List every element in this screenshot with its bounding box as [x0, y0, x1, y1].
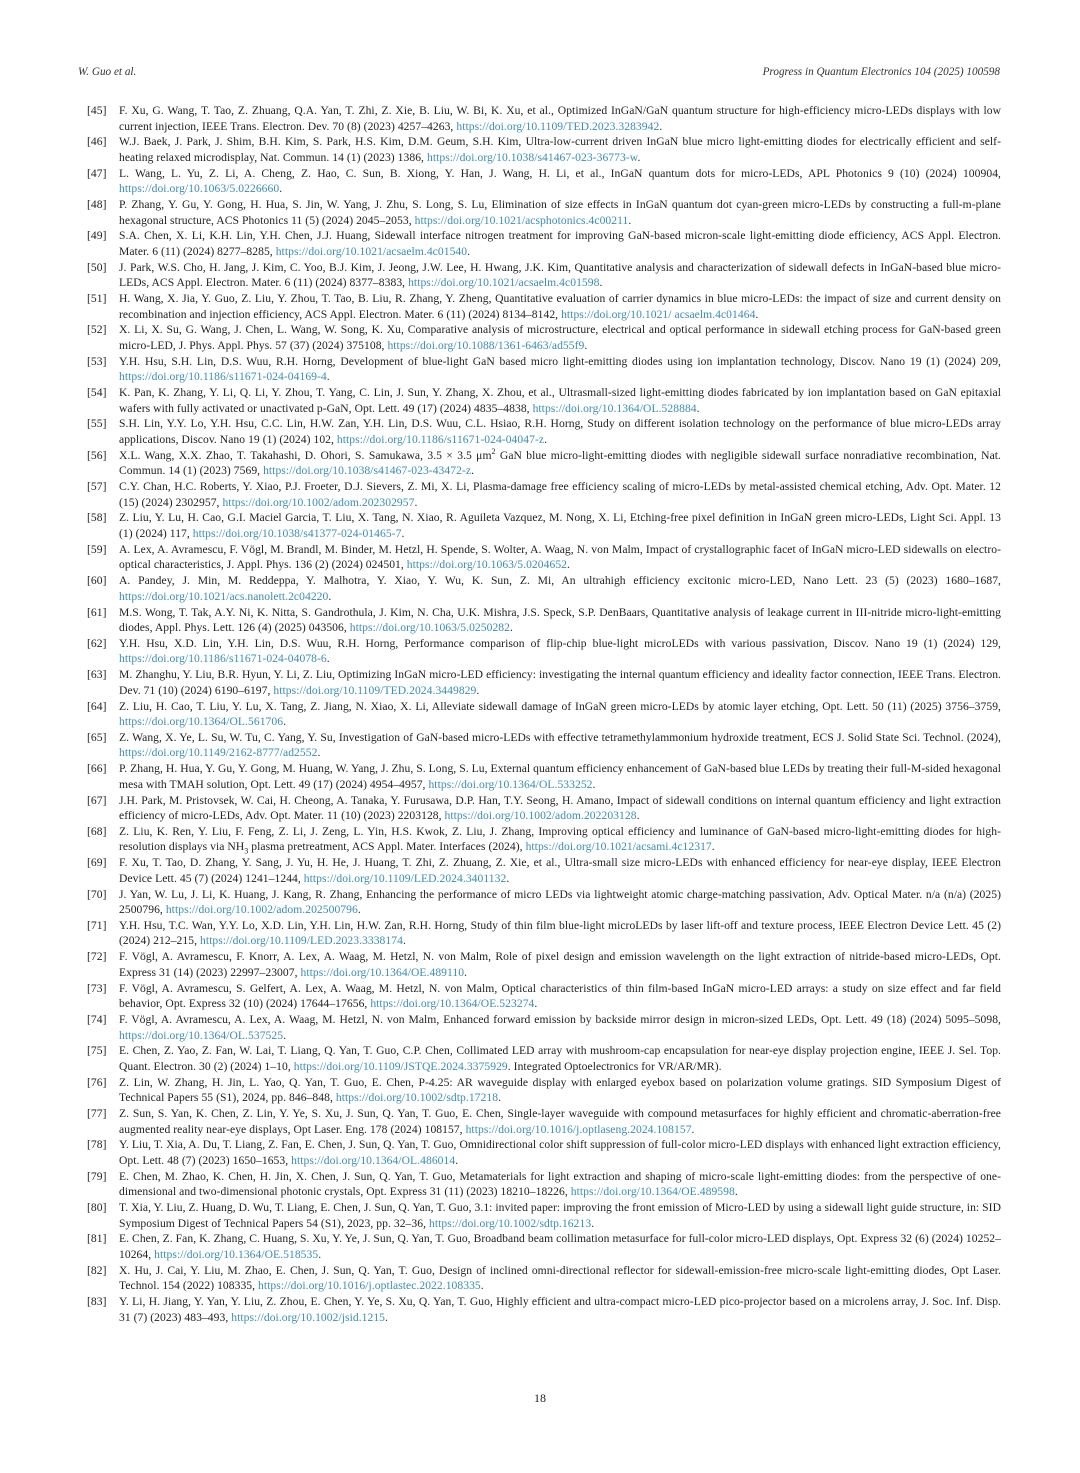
- reference-number: [51]: [87, 292, 107, 306]
- doi-link[interactable]: https://doi.org/10.1038/s41377-024-01465-7: [192, 527, 402, 541]
- reference-item: [87, 1106, 1001, 1137]
- reference-trailing: .: [498, 1091, 502, 1105]
- doi-link[interactable]: https://doi.org/10.1002/jsid.1215: [231, 1310, 386, 1324]
- reference-number: [73]: [87, 981, 107, 995]
- reference-text: S.A. Chen, X. Li, K.H. Lin, Y.H. Chen, J.J. Huang, Sidewall interface nitrogen treatment for improving GaN-based micron-scale light-emitting diode efficiency, ACS Appl. Electron. Mater. 6 (11) (2024) 8277–8285,: [119, 229, 1001, 258]
- reference-trailing: .: [317, 746, 321, 760]
- reference-trailing: .: [628, 213, 632, 227]
- reference-trailing: .: [636, 809, 640, 823]
- doi-link[interactable]: https://doi.org/10.1364/OL.528884: [532, 401, 697, 415]
- subscript: 3: [244, 846, 249, 856]
- doi-link[interactable]: https://doi.org/10.1364/OL.486014: [291, 1153, 456, 1167]
- reference-number: [58]: [87, 511, 107, 525]
- reference-text: J. Yan, W. Lu, J. Li, K. Huang, J. Kang, R. Zhang, Enhancing the performance of micro LEDs via lightweight atomic charge-matching passivation, Adv. Optical Mater. n/a (n/a) (2025) 2500796,: [119, 887, 1001, 917]
- reference-item: [87, 448, 1001, 479]
- reference-text: F. Vögl, A. Avramescu, F. Knorr, A. Lex, A. Waag, M. Hetzl, N. von Malm, Role of pixel design and emission wavelength on the light extraction of nitride-based micro-LEDs, Opt. Express 31 (14) (2023) 22997–23007,: [119, 950, 1001, 979]
- reference-trailing: .: [402, 934, 406, 948]
- reference-trailing: .: [414, 495, 418, 509]
- doi-link[interactable]: https://doi.org/10.1364/OE.518535: [154, 1247, 319, 1261]
- reference-trailing: .: [637, 150, 641, 164]
- reference-item: [87, 197, 1001, 228]
- reference-text: Y.H. Hsu, X.D. Lin, Y.H. Lin, D.S. Wuu, R.H. Horng, Performance comparison of flip-chip blue-light microLEDs with various passivation, Discov. Nano 19 (1) (2024) 129,: [119, 636, 1001, 650]
- reference-text: L. Wang, L. Yu, Z. Li, A. Cheng, Z. Hao, C. Sun, B. Xiong, Y. Han, J. Wang, H. Li, et al., InGaN quantum dots for micro-LEDs, APL Photonics 9 (10) (2024) 100904,: [119, 166, 1001, 180]
- reference-trailing: .: [591, 1216, 595, 1230]
- reference-text: A. Lex, A. Avramescu, F. Vögl, M. Brandl, M. Binder, M. Hetzl, H. Spende, S. Wolter, A. Waag, N. von Malm, Impact of crystallographic facet of InGaN micro-LED sidewalls on electro-optical characteristics, J. Appl. Phys. 136 (2) (2024) 024501,: [119, 542, 1001, 572]
- reference-item: [87, 354, 1001, 385]
- reference-item: [87, 228, 1001, 259]
- reference-number: [69]: [87, 856, 107, 870]
- reference-text: E. Chen, Z. Fan, K. Zhang, C. Huang, S. Xu, Y. Ye, J. Sun, Q. Yan, T. Guo, Broadband beam collimation metasurface for full-color micro-LED displays, Opt. Express 32 (6) (2024) 10252–10264,: [119, 1232, 1001, 1261]
- doi-link[interactable]: https://doi.org/10.1364/OE.489110: [300, 965, 465, 979]
- reference-text: Y. Liu, T. Xia, A. Du, T. Liang, Z. Fan, E. Chen, J. Sun, Q. Yan, T. Guo, Omnidirectional color shift suppression of full-color micro-LED displays with enhanced light extraction efficiency, Opt. Lett. 48 (7) (2023) 1650–1653,: [119, 1138, 1001, 1167]
- reference-text-cont: GaN blue micro-light-emitting diodes with negligible sidewall surface nonradiative recombination, Nat. Commun. 14 (1) (2023) 7569,: [119, 448, 1001, 478]
- reference-item: [87, 1231, 1001, 1262]
- reference-number: [57]: [87, 480, 107, 494]
- doi-link[interactable]: https://doi.org/10.1002/adom.202302957: [222, 495, 415, 509]
- reference-text: T. Xia, Y. Liu, Z. Huang, D. Wu, T. Liang, E. Chen, J. Sun, Q. Yan, T. Guo, 3.1: invited paper: improving the front emission of Micro-LED by using a sidewall light guide structure, in: SID Symposium Digest of Technical Papers 54 (S1), 2023, pp. 32–36,: [119, 1201, 1001, 1230]
- header-authors: W. Guo et al.: [78, 66, 137, 78]
- reference-text: Z. Liu, Y. Lu, H. Cao, G.I. Maciel Garcia, T. Liu, X. Tang, N. Xiao, R. Aguileta Vazquez, M. Nong, X. Li, Etching-free pixel definition in InGaN green micro-LEDs, Light Sci. Appl. 13 (1) (2024) 117,: [119, 511, 1001, 541]
- reference-number: [45]: [87, 104, 107, 117]
- doi-link[interactable]: https://doi.org/10.1016/j.optlastec.2022.108335: [258, 1279, 481, 1293]
- reference-number: [66]: [87, 762, 107, 776]
- reference-text: Y.H. Hsu, S.H. Lin, D.S. Wuu, R.H. Horng, Development of blue-light GaN based micro light-emitting diodes using ion implantation technology, Discov. Nano 19 (1) (2024) 209,: [119, 354, 1001, 368]
- reference-trailing: .: [599, 276, 603, 290]
- doi-link[interactable]: https://doi.org/10.1149/2162-8777/ad2552: [119, 746, 318, 760]
- reference-number: [50]: [87, 260, 107, 274]
- reference-item: [87, 793, 1001, 824]
- reference-number: [82]: [87, 1263, 107, 1277]
- doi-link[interactable]: https://doi.org/10.1063/5.0250282: [349, 621, 510, 635]
- reference-trailing: .: [755, 307, 759, 321]
- reference-trailing: .: [696, 401, 700, 415]
- reference-number: [80]: [87, 1201, 107, 1215]
- reference-number: [62]: [87, 636, 107, 650]
- reference-trailing: .: [476, 683, 480, 697]
- reference-trailing: .: [567, 558, 570, 572]
- doi-link[interactable]: https://doi.org/10.1063/5.0204652: [406, 558, 568, 572]
- reference-number: [47]: [87, 166, 107, 180]
- header-journal: Progress in Quantum Electronics 104 (2025) 100598: [762, 66, 1000, 78]
- reference-trailing: .: [283, 715, 287, 729]
- reference-text: J.H. Park, M. Pristovsek, W. Cai, H. Cheong, A. Tanaka, Y. Furusawa, D.P. Han, T.Y. Seong, H. Amano, Impact of sidewall conditions on internal quantum efficiency and light extraction efficiency of micro-LEDs, Adv. Opt. Mater. 11 (10) (2023) 2203128,: [119, 793, 1001, 823]
- reference-item: [87, 479, 1001, 510]
- reference-number: [72]: [87, 950, 107, 964]
- reference-trailing: .: [471, 464, 475, 478]
- doi-link[interactable]: https://doi.org/10.1002/adom.202203128: [444, 809, 637, 823]
- doi-link[interactable]: https://doi.org/10.1364/OL.533252: [428, 777, 593, 791]
- reference-text: F. Vögl, A. Avramescu, A. Lex, A. Waag, M. Hetzl, N. von Malm, Enhanced forward emission by backside mirror design in micron-sized LEDs, Opt. Lett. 49 (18) (2024) 5095–5098,: [119, 1012, 1001, 1026]
- doi-link[interactable]: https://doi.org/10.1088/1361-6463/ad55f9: [387, 338, 585, 352]
- reference-item: [87, 1012, 1001, 1043]
- reference-item: [87, 761, 1001, 792]
- doi-link[interactable]: https://doi.org/10.1038/s41467-023-43472-z: [263, 464, 472, 478]
- reference-text: A. Pandey, J. Min, M. Reddeppa, Y. Malhotra, Y. Xiao, Y. Wu, K. Sun, Z. Mi, An ultrahigh efficiency excitonic micro-LED, Nano Lett. 23 (5) (2023) 1680–1687,: [119, 574, 1001, 588]
- reference-number: [56]: [87, 448, 107, 462]
- reference-number: [53]: [87, 354, 107, 368]
- reference-trailing: .: [385, 1310, 388, 1324]
- doi-link[interactable]: https://doi.org/10.1109/LED.2024.3401132: [303, 871, 507, 885]
- reference-text: C.Y. Chan, H.C. Roberts, Y. Xiao, P.J. Froeter, D.J. Sievers, Z. Mi, X. Li, Plasma-damage free efficiency scaling of micro-LEDs by metal-assisted chemical etching, Adv. Opt. Mater. 12 (15) (2024) 2302957,: [119, 480, 1001, 509]
- doi-link[interactable]: https://doi.org/10.1002/sdtp.17218: [335, 1091, 499, 1105]
- reference-number: [68]: [87, 824, 107, 838]
- reference-trailing: .: [534, 997, 538, 1011]
- doi-link[interactable]: https://doi.org/10.1002/adom.202500796: [165, 903, 358, 917]
- reference-trailing: .: [510, 621, 513, 635]
- reference-trailing: .: [467, 244, 471, 258]
- reference-item: [87, 573, 1001, 604]
- reference-item: [87, 103, 1001, 134]
- doi-link[interactable]: https://doi.org/10.1063/5.0226660: [119, 182, 280, 196]
- reference-text: P. Zhang, Y. Gu, Y. Gong, H. Hua, S. Jin, W. Yang, J. Zhu, S. Long, S. Lu, Elimination of size effects in InGaN quantum dot cyan-green micro-LEDs by constructing a full-m-plane hexagonal structure, ACS Photonics 11 (5) (2024) 2045–2053,: [119, 198, 1001, 227]
- reference-item: [87, 260, 1001, 291]
- reference-trailing: .: [691, 1122, 695, 1136]
- reference-text-cont: plasma pretreatment, ACS Appl. Mater. Interfaces (2024),: [248, 840, 526, 854]
- reference-number: [74]: [87, 1012, 107, 1026]
- doi-link[interactable]: https://doi.org/10.1021/acsami.4c12317: [525, 840, 712, 854]
- reference-item: [87, 667, 1001, 698]
- reference-item: [87, 981, 1001, 1012]
- reference-text: H. Wang, X. Jia, Y. Guo, Z. Liu, Y. Zhou, T. Tao, B. Liu, R. Zhang, Y. Zheng, Quantitative evaluation of carrier dynamics in blue micro-LEDs: the impact of size and current density on recombination and injection efficiency, ACS Appl. Electron. Mater. 6 (11) (2024) 8134–8142,: [119, 292, 1001, 321]
- reference-item: [87, 1043, 1001, 1074]
- reference-item: [87, 730, 1001, 761]
- reference-text: M. Zhanghu, Y. Liu, B.R. Hyun, Y. Li, Z. Liu, Optimizing InGaN micro-LED efficiency: investigating the internal quantum efficiency and ideality factor connection, IEEE Trans. Electron. Dev. 71 (10) (2024) 6190–6197,: [119, 668, 1001, 697]
- reference-item: [87, 918, 1001, 949]
- reference-number: [49]: [87, 229, 107, 243]
- doi-link[interactable]: https://doi.org/10.1109/TED.2024.3449829: [273, 683, 477, 697]
- doi-link[interactable]: https://doi.org/10.1364/OE.523274: [370, 997, 535, 1011]
- doi-link[interactable]: https://doi.org/10.1109/JSTQE.2024.3375929: [293, 1059, 508, 1073]
- reference-text: F. Xu, T. Tao, D. Zhang, Y. Sang, J. Yu, H. He, J. Huang, T. Zhi, Z. Zhuang, Z. Xie, et al., Ultra-small size micro-LEDs with enhanced efficiency for near-eye display, IEEE Electron Device Lett. 45 (7) (2024) 1241–1244,: [119, 856, 1001, 885]
- reference-trailing: .: [711, 840, 715, 854]
- reference-number: [75]: [87, 1044, 107, 1058]
- reference-item: [87, 385, 1001, 416]
- reference-number: [65]: [87, 730, 107, 744]
- reference-trailing: .: [283, 1028, 287, 1042]
- doi-link[interactable]: https://doi.org/10.1016/j.optlaseng.2024.108157: [465, 1122, 692, 1136]
- reference-item: [87, 824, 1001, 855]
- reference-number: [54]: [87, 386, 107, 400]
- reference-item: [87, 887, 1001, 918]
- reference-trailing: .: [401, 527, 405, 541]
- reference-number: [61]: [87, 605, 107, 619]
- reference-text: M.S. Wong, T. Tak, A.Y. Ni, K. Nitta, S. Gandrothula, J. Kim, N. Cha, U.K. Mishra, J.S. Speck, S.P. DenBaars, Quantitative analysis of leakage current in III-nitride micro-light-emitting diodes, Appl. Phys. Lett. 126 (4) (2025) 043506,: [119, 605, 1001, 635]
- reference-number: [81]: [87, 1232, 107, 1246]
- reference-text: Y. Li, H. Jiang, Y. Yan, Y. Liu, Z. Zhou, E. Chen, Y. Ye, S. Xu, Q. Yan, T. Guo, Highly efficient and ultra-compact micro-LED pico-projector based on a microlens array, J. Soc. Inf. Disp. 31 (7) (2023) 483–493,: [119, 1295, 1001, 1324]
- reference-text: Y.H. Hsu, T.C. Wan, Y.Y. Lo, X.D. Lin, Y.H. Lin, H.W. Zan, R.H. Horng, Study of thin film blue-light microLEDs by laser lift-off and texture process, IEEE Electron Device Lett. 45 (2) (2024) 212–215,: [119, 918, 1001, 948]
- reference-number: [46]: [87, 135, 107, 149]
- reference-number: [67]: [87, 793, 107, 807]
- reference-item: [87, 1169, 1001, 1200]
- reference-trailing: .: [480, 1279, 484, 1293]
- doi-link[interactable]: https://doi.org/10.1021/acs.nanolett.2c04220: [119, 589, 329, 603]
- reference-number: [64]: [87, 699, 107, 713]
- doi-link[interactable]: https://doi.org/10.1021/ acsaelm.4c01464: [561, 307, 756, 321]
- reference-text: F. Xu, G. Wang, T. Tao, Z. Zhuang, Q.A. Yan, T. Zhi, Z. Xie, B. Liu, W. Bi, K. Xu, et al., Optimized InGaN/GaN quantum structure for high-efficiency micro-LEDs displays with low current injection, IEEE Trans. Electron. Dev. 70 (8) (2023) 4257–4263,: [119, 104, 1001, 133]
- reference-number: [60]: [87, 574, 107, 588]
- reference-trailing: . Integrated Optoelectronics for VR/AR/MR).: [507, 1059, 722, 1073]
- reference-text: E. Chen, Z. Yao, Z. Fan, W. Lai, T. Liang, Q. Yan, T. Guo, C.P. Chen, Collimated LED array with mushroom-cap encapsulation for near-eye display projection engine, IEEE J. Sel. Top. Quant. Electron. 30 (2) (2024) 1–10,: [119, 1044, 1001, 1073]
- reference-number: [77]: [87, 1107, 107, 1120]
- reference-number: [83]: [87, 1295, 107, 1309]
- reference-trailing: .: [357, 903, 361, 917]
- reference-text: X. Li, X. Su, G. Wang, J. Chen, L. Wang, W. Song, K. Xu, Comparative analysis of microstructure, electrical and optical performance in sidewall etching process for GaN-based green micro-LED, J. Phys. Appl. Phys. 57 (37) (2024) 375108,: [119, 323, 1001, 352]
- reference-text: J. Park, W.S. Cho, H. Jang, J. Kim, C. Yoo, B.J. Kim, J. Jeong, J.W. Lee, H. Hwang, J.K. Kim, Quantitative analysis and characterization of sidewall defects in InGaN-based blue micro-LEDs, ACS Appl. Electron. Mater. 6 (11) (2024) 8377–8383,: [119, 260, 1001, 290]
- reference-number: [63]: [87, 668, 107, 682]
- doi-link[interactable]: https://doi.org/10.1109/LED.2023.3338174: [199, 934, 403, 948]
- reference-number: [55]: [87, 417, 107, 431]
- doi-link[interactable]: https://doi.org/10.1109/TED.2023.3283942: [456, 119, 660, 133]
- reference-trailing: .: [506, 871, 510, 885]
- doi-link[interactable]: https://doi.org/10.1364/OL.537525: [119, 1028, 284, 1042]
- reference-item: [87, 134, 1001, 165]
- page-number: 18: [534, 1391, 546, 1405]
- doi-link[interactable]: https://doi.org/10.1186/s11671-024-04078-6: [119, 652, 327, 666]
- reference-number: [48]: [87, 198, 107, 212]
- reference-trailing: .: [318, 1247, 322, 1261]
- reference-item: [87, 291, 1001, 322]
- reference-trailing: .: [328, 589, 332, 603]
- reference-item: [87, 166, 1001, 197]
- reference-number: [59]: [87, 542, 107, 556]
- reference-item: [87, 322, 1001, 353]
- reference-trailing: .: [326, 652, 330, 666]
- reference-text: X. Hu, J. Cai, Y. Liu, M. Zhao, E. Chen, J. Sun, Q. Yan, T. Guo, Design of inclined omni-directional reflector for sidewall-emission-free micro-scale light-emitting diodes, Opt Laser. Technol. 154 (2022) 108335,: [119, 1263, 1001, 1293]
- reference-number: [78]: [87, 1138, 107, 1152]
- reference-number: [52]: [87, 323, 107, 337]
- reference-item: [87, 636, 1001, 667]
- reference-item: [87, 1200, 1001, 1231]
- doi-link[interactable]: https://doi.org/10.1364/OE.489598: [570, 1185, 735, 1199]
- doi-link[interactable]: https://doi.org/10.1186/s11671-024-04169-4: [119, 370, 327, 384]
- reference-number: [76]: [87, 1075, 107, 1089]
- reference-item: [87, 1075, 1001, 1106]
- reference-trailing: .: [584, 338, 588, 352]
- doi-link[interactable]: https://doi.org/10.1186/s11671-024-04047-z: [336, 432, 545, 446]
- reference-text: X.L. Wang, X.X. Zhao, T. Takahashi, D. Ohori, S. Samukawa, 3.5 × 3.5 μm: [119, 448, 492, 462]
- running-header: [78, 66, 1000, 84]
- reference-number: [71]: [87, 918, 107, 932]
- doi-link[interactable]: https://doi.org/10.1038/s41467-023-36773-w: [426, 150, 638, 164]
- reference-text: K. Pan, K. Zhang, Y. Li, Q. Li, Y. Zhou, T. Yang, C. Lin, J. Sun, Y. Zhang, X. Zhou, et al., Ultrasmall-sized light-emitting diodes fabricated by ion implantation based on GaN epitaxial wafers with fully activated or unactivated p-GaN, Opt. Lett. 49 (17) (2024) 4835–4838,: [119, 386, 1001, 415]
- doi-link[interactable]: https://doi.org/10.1021/acsaelm.4c01598: [408, 276, 600, 290]
- reference-text: Z. Liu, K. Ren, Y. Liu, F. Feng, Z. Li, J. Zeng, L. Yin, H.S. Kwok, Z. Liu, J. Zhang, Improving optical efficiency and luminance of GaN-based micro-light-emitting diodes for high-resolution displays via NH: [119, 824, 1001, 854]
- doi-link[interactable]: https://doi.org/10.1021/acsaelm.4c01540: [275, 244, 468, 258]
- reference-item: [87, 699, 1001, 730]
- doi-link[interactable]: https://doi.org/10.1364/OL.561706: [119, 715, 284, 729]
- reference-item: [87, 949, 1001, 980]
- reference-trailing: .: [544, 432, 548, 446]
- reference-item: [87, 510, 1001, 541]
- reference-text: S.H. Lin, Y.Y. Lo, Y.H. Hsu, C.C. Lin, H.W. Zan, Y.H. Lin, D.S. Wuu, C.L. Hsiao, R.H. Horng, Study on different isolation technology on the performance of blue micro-LEDs array applications, Discov. Nano 19 (1) (2024) 102,: [119, 417, 1001, 446]
- reference-text: Z. Lin, W. Zhang, H. Jin, L. Yao, Q. Yan, T. Guo, E. Chen, P-4.25: AR waveguide display with enlarged eyebox based on polarization volume gratings. SID Symposium Digest of Technical Papers 55 (S1), 2024, pp. 846–848,: [119, 1075, 1001, 1105]
- reference-text: Z. Sun, S. Yan, K. Chen, Z. Lin, Y. Ye, S. Xu, J. Sun, Q. Yan, T. Guo, E. Chen, Single-layer waveguide with compound metasurfaces for highly efficient and chromatic-aberration-free augmented reality near-eye displays, Opt Laser. Eng. 178 (2024) 108157,: [119, 1107, 1001, 1136]
- reference-trailing: .: [455, 1153, 459, 1167]
- reference-trailing: .: [464, 965, 468, 979]
- reference-item: [87, 605, 1001, 636]
- reference-text: P. Zhang, H. Hua, Y. Gu, Y. Gong, M. Huang, W. Yang, J. Zhu, S. Long, S. Lu, External quantum efficiency enhancement of GaN-based blue LEDs by treating their full-M-sided hexagonal mesa with TMAH solution, Opt. Lett. 49 (17) (2024) 4954–4957,: [119, 762, 1001, 791]
- reference-list: [87, 103, 1001, 1325]
- reference-item: [87, 1263, 1001, 1294]
- reference-item: [87, 416, 1001, 447]
- doi-link[interactable]: https://doi.org/10.1002/sdtp.16213: [428, 1216, 592, 1230]
- reference-number: [79]: [87, 1169, 107, 1183]
- reference-item: [87, 1294, 1001, 1325]
- reference-trailing: .: [279, 182, 283, 196]
- reference-item: [87, 542, 1001, 573]
- reference-text: Z. Liu, H. Cao, T. Liu, Y. Lu, X. Tang, Z. Jiang, N. Xiao, X. Li, Alleviate sidewall damage of InGaN green micro-LEDs by atomic layer etching, Opt. Lett. 50 (11) (2025) 3756–3759,: [119, 699, 1001, 713]
- reference-text: W.J. Baek, J. Park, J. Shim, B.H. Kim, S. Park, H.S. Kim, D.M. Geum, S.H. Kim, Ultra-low-current driven InGaN blue micro light-emitting diodes for electrically efficient and self-heating relaxed microdisplay, Nat. Commun. 14 (1) (2023) 1386,: [119, 135, 1001, 164]
- reference-text: F. Vögl, A. Avramescu, S. Gelfert, A. Lex, A. Waag, M. Hetzl, N. von Malm, Optical characteristics of thin film-based InGaN micro-LED arrays: a study on size effect and far field behavior, Opt. Express 32 (10) (2024) 17644–17656,: [119, 981, 1001, 1011]
- reference-number: [70]: [87, 887, 107, 901]
- reference-text: E. Chen, M. Zhao, K. Chen, H. Jin, X. Chen, J. Sun, Q. Yan, T. Guo, Metamaterials for light extraction and shaping of micro-scale light-emitting diodes: from the perspective of one-dimensional and two-dimensional photonic crystals, Opt. Express 31 (11) (2023) 18210–18226,: [119, 1169, 1001, 1199]
- reference-trailing: .: [326, 370, 330, 384]
- reference-trailing: .: [592, 777, 596, 791]
- reference-item: [87, 1137, 1001, 1168]
- reference-text: Z. Wang, X. Ye, L. Su, W. Tu, C. Yang, Y. Su, Investigation of GaN-based micro-LEDs with effective tetramethylammonium hydroxide treatment, ECS J. Solid State Sci. Technol. (2024),: [119, 730, 1001, 744]
- superscript: 2: [491, 446, 496, 456]
- doi-link[interactable]: https://doi.org/10.1021/acsphotonics.4c00211: [414, 213, 629, 227]
- reference-trailing: .: [734, 1185, 738, 1199]
- reference-trailing: .: [659, 119, 663, 133]
- reference-item: [87, 855, 1001, 886]
